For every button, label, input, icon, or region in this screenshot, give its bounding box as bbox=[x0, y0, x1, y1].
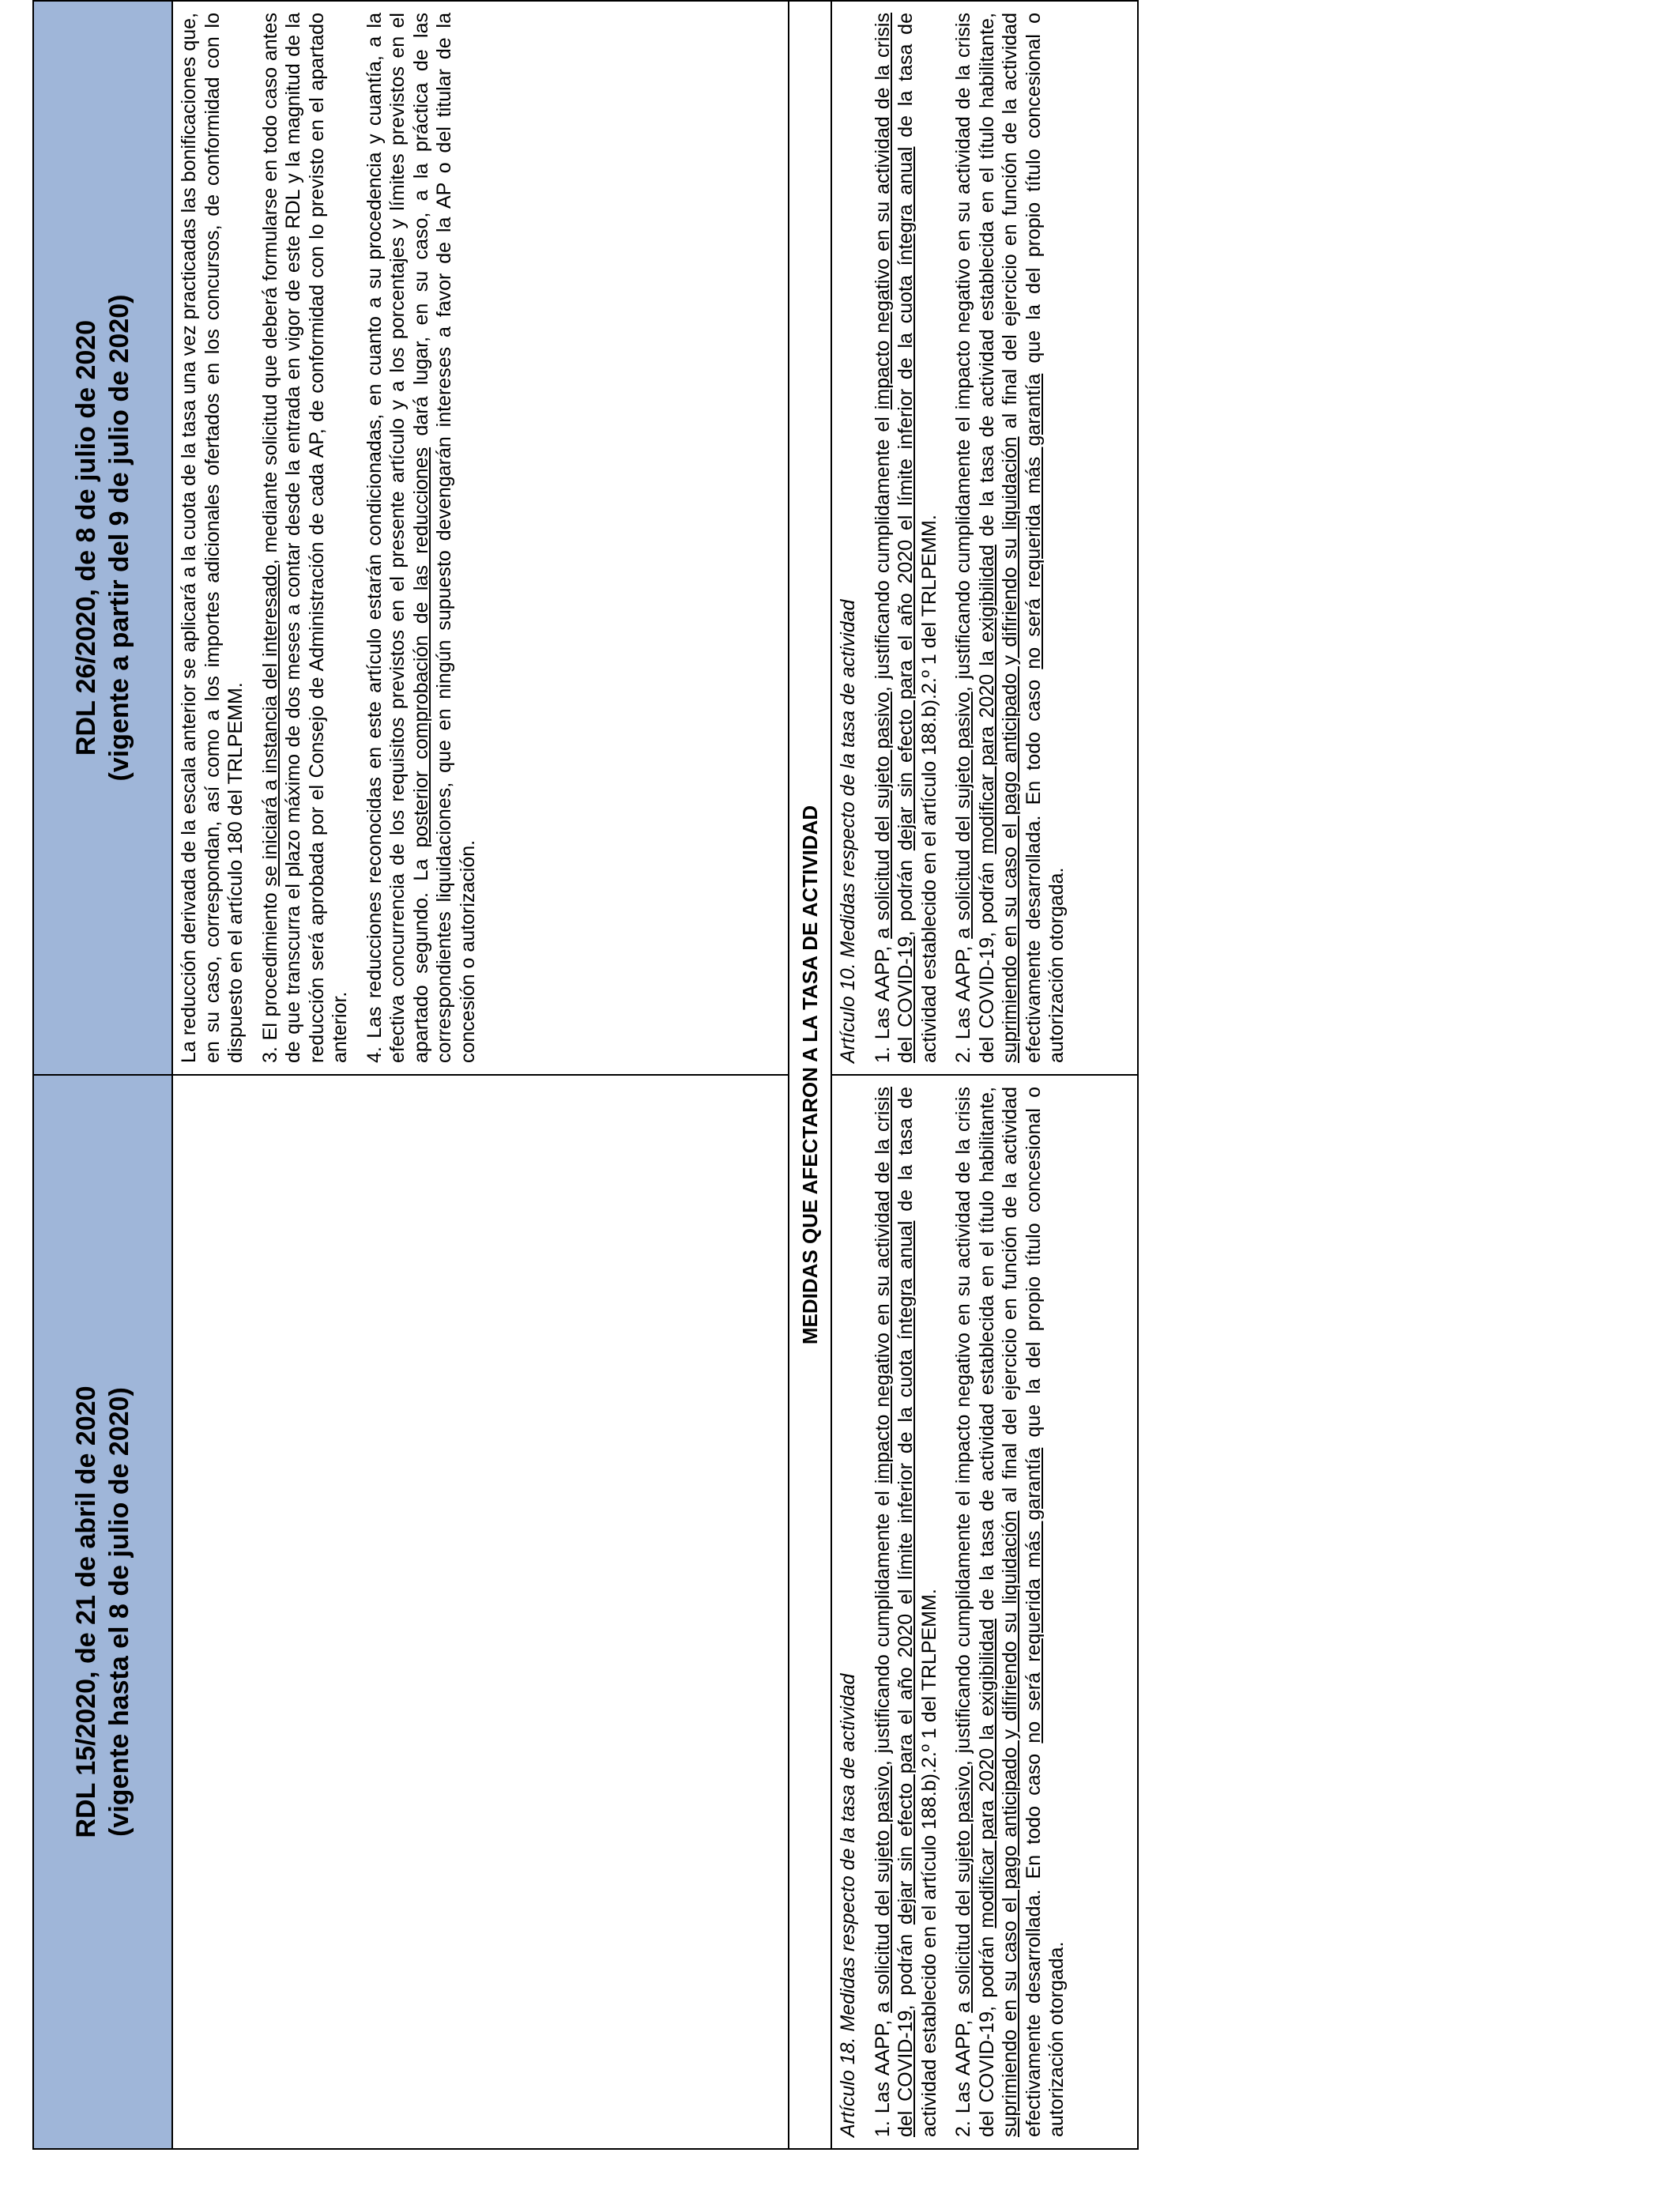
underlined-text: modificar para 2020 la exigibilidad bbox=[975, 1619, 998, 1928]
text: que la del propio título concesional o autorización otorgada. bbox=[1022, 12, 1068, 1063]
text: , justificando cumplidamente el bbox=[871, 1483, 894, 1766]
right-header-subtitle: (vigente a partir del 9 de julio de 2020) bbox=[104, 294, 134, 782]
text: 1. Las AAPP, bbox=[871, 2012, 894, 2137]
underlined-text: posterior comprobación de las reducciones bbox=[409, 447, 432, 848]
paragraph bbox=[952, 1087, 1069, 2137]
left-header-title: RDL 15/2020, de 21 de abril de 2020 bbox=[70, 1385, 101, 1838]
text: , justificando cumplidamente el bbox=[871, 409, 894, 692]
article-number: Artículo 18 bbox=[837, 2042, 859, 2137]
underlined-text: modificar para 2020 la exigibilidad bbox=[975, 545, 998, 854]
underlined-text: a solicitud del sujeto pasivo bbox=[871, 692, 894, 939]
text: , mediante solicitud que deberá formularse en todo caso antes de que transcurra el plazo máximo de dos meses a contar desde la entrada en vigor de este RDL y la magnitud de la reducción será aprobada por el Consejo de Administración de cada AP, de conformidad con lo previsto en el apartado anterior. bbox=[258, 12, 351, 1063]
header-row bbox=[33, 1, 172, 2149]
text: que la del propio título concesional o autorización otorgada. bbox=[1022, 1086, 1068, 2137]
underlined-text: dejar sin efecto para el año 2020 el límite inferior de la cuota íntegra anual bbox=[895, 146, 917, 851]
text: 1. Las AAPP, bbox=[871, 938, 894, 1063]
header-left bbox=[33, 1075, 172, 2149]
paragraph bbox=[259, 13, 352, 1063]
paragraph bbox=[363, 13, 480, 1063]
continuation-row bbox=[172, 1, 789, 2149]
text: de la tasa de actividad establecido en el artículo 188.b).2.º 1 del TRLPEMM. bbox=[895, 13, 940, 1063]
article-title: . Medidas respecto de la tasa de actividad bbox=[837, 1673, 859, 2043]
article-row bbox=[831, 1, 1138, 2149]
text: al final del ejercicio en función de la actividad efectivamente desarrollada. En todo caso bbox=[999, 1087, 1045, 2137]
underlined-text: dejar sin efecto para el año 2020 el límite inferior de la cuota íntegra anual bbox=[895, 1220, 917, 1925]
paragraph bbox=[872, 1087, 942, 2137]
text: de la tasa de actividad establecida en el título habilitante, bbox=[975, 13, 998, 545]
text: 3. El procedimiento bbox=[258, 886, 281, 1063]
underlined-text: a solicitud del sujeto pasivo bbox=[952, 1766, 974, 2013]
text: de la tasa de actividad establecida en el título habilitante, bbox=[975, 1087, 998, 1619]
section-row bbox=[789, 1, 831, 2149]
text: , podrán bbox=[895, 850, 917, 937]
underlined-text: a solicitud del sujeto pasivo bbox=[952, 692, 974, 939]
comparison-table bbox=[32, 0, 1139, 2150]
article-heading: Artículo 10. Medidas respecto de la tasa de actividad bbox=[837, 599, 859, 1063]
right-header-title: RDL 26/2020, de 8 de julio de 2020 bbox=[70, 319, 101, 756]
text: , justificando cumplidamente el impacto negativo en su actividad de la crisis del COVID-19, podrán bbox=[952, 1087, 998, 2137]
text: de la tasa de actividad establecido en el artículo 188.b).2.º 1 del TRLPEMM. bbox=[895, 1087, 940, 2137]
text: 2. Las AAPP, bbox=[952, 2012, 974, 2137]
text: 4. Las reducciones reconocidas en este artículo estarán condicionadas, en cuanto a su procedencia y cuantía, a la efectiva concurrencia de los requisitos previstos en el presente artículo y a los porcentajes y límites previstos en el apartado segundo. La bbox=[363, 13, 432, 1063]
underlined-text: se iniciará a instancia del interesado bbox=[258, 564, 281, 887]
section-title: MEDIDAS QUE AFECTARON A LA TASA DE ACTIVIDAD bbox=[789, 1, 831, 2149]
rotated-page bbox=[32, 0, 1139, 2150]
header-right bbox=[33, 1, 172, 1075]
article-heading bbox=[837, 1087, 861, 2137]
underlined-text: no será requerida más garantía bbox=[1022, 1447, 1045, 1744]
text: dará lugar, en su caso, a la práctica de las correspondientes liquidaciones, que en ningún supuesto devengarán intereses a favor de la AP o del titular de la concesión o autorización. bbox=[409, 13, 479, 1063]
continuation-right-cell bbox=[172, 1, 789, 1075]
text: 2. Las AAPP, bbox=[952, 938, 974, 1063]
underlined-text: impacto negativo en su actividad de la crisis del COVID-19 bbox=[871, 13, 917, 1063]
text: , podrán bbox=[895, 1924, 917, 2011]
underlined-text: no será requerida más garantía bbox=[1022, 373, 1045, 669]
right-article-cell bbox=[831, 1, 1138, 1075]
continuation-left-cell bbox=[172, 1075, 789, 2149]
left-header-subtitle: (vigente hasta el 8 de julio de 2020) bbox=[104, 1387, 134, 1837]
paragraph bbox=[952, 13, 1069, 1063]
text: al final del ejercicio en función de la actividad efectivamente desarrollada. En todo caso bbox=[999, 13, 1045, 1063]
underlined-text: suprimiendo en su caso el pago anticipado y difiriendo su liquidación bbox=[999, 436, 1021, 1063]
left-article-cell bbox=[831, 1075, 1138, 2149]
underlined-text: impacto negativo en su actividad de la crisis del COVID-19 bbox=[871, 1087, 917, 2137]
underlined-text: suprimiendo en su caso el pago anticipado y difiriendo su liquidación bbox=[999, 1510, 1021, 2137]
paragraph bbox=[872, 13, 942, 1063]
underlined-text: a solicitud del sujeto pasivo bbox=[871, 1766, 894, 2013]
text: , justificando cumplidamente el impacto negativo en su actividad de la crisis del COVID-19, podrán bbox=[952, 13, 998, 1063]
paragraph: La reducción derivada de la escala anterior se aplicará a la cuota de la tasa una vez practicadas las bonificaciones que, en su caso, correspondan, así como a los importes adicionales ofertados en los concursos, de conformidad con lo dispuesto en el artículo 180 del TRLPEMM. bbox=[178, 13, 247, 1063]
